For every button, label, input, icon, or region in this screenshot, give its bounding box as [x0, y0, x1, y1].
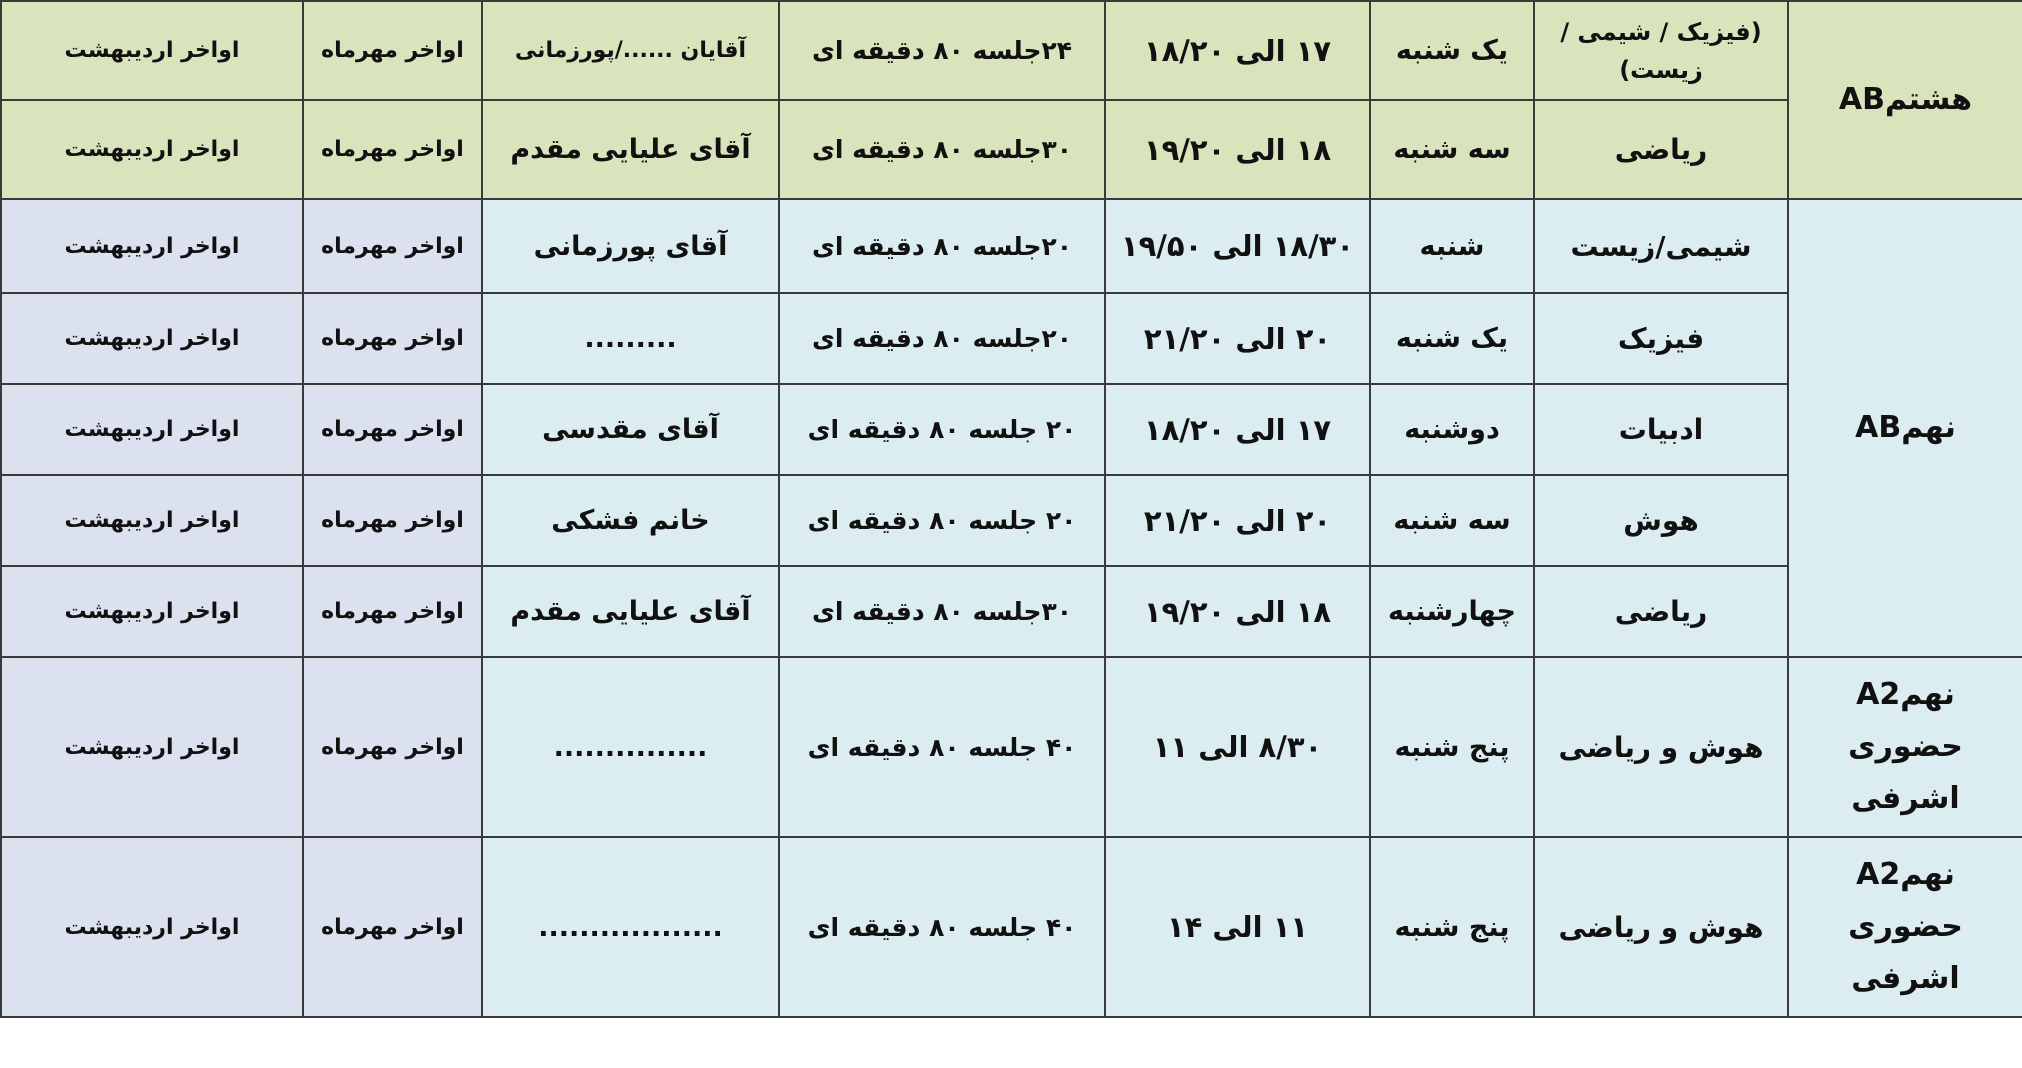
subject-cell: هوش — [1534, 475, 1788, 566]
group-name-cell: نهمA2 حضوری اشرفی — [1788, 837, 2022, 1017]
start-date-cell: اواخر مهرماه — [303, 199, 482, 293]
group-name-cell: نهمAB — [1788, 199, 2022, 657]
end-date-cell: اواخر اردیبهشت — [1, 1, 303, 100]
subject-cell: هوش و ریاضی — [1534, 657, 1788, 837]
teacher-cell: ............... — [482, 657, 779, 837]
teacher-cell: خانم فشکی — [482, 475, 779, 566]
teacher-cell: آقای پورزمانی — [482, 199, 779, 293]
sessions-cell: ۴۰ جلسه ۸۰ دقیقه ای — [779, 837, 1105, 1017]
time-cell: ۱۸/۳۰ الی ۱۹/۵۰ — [1105, 199, 1370, 293]
teacher-cell: .................. — [482, 837, 779, 1017]
teacher-cell: آقایان ....../پورزمانی — [482, 1, 779, 100]
start-date-cell: اواخر مهرماه — [303, 566, 482, 657]
day-cell: دوشنبه — [1370, 384, 1534, 475]
end-date-cell: اواخر اردیبهشت — [1, 657, 303, 837]
end-date-cell: اواخر اردیبهشت — [1, 837, 303, 1017]
time-cell: ۱۸ الی ۱۹/۲۰ — [1105, 100, 1370, 199]
day-cell: یک شنبه — [1370, 1, 1534, 100]
time-cell: ۸/۳۰ الی ۱۱ — [1105, 657, 1370, 837]
end-date-cell: اواخر اردیبهشت — [1, 384, 303, 475]
sessions-cell: ۲۰جلسه ۸۰ دقیقه ای — [779, 199, 1105, 293]
subject-cell: ریاضی — [1534, 100, 1788, 199]
group-name-cell: نهمA2 حضوری اشرفی — [1788, 657, 2022, 837]
sessions-cell: ۲۰ جلسه ۸۰ دقیقه ای — [779, 384, 1105, 475]
table-row — [1, 566, 2022, 657]
sessions-cell: ۲۴جلسه ۸۰ دقیقه ای — [779, 1, 1105, 100]
time-cell: ۱۱ الی ۱۴ — [1105, 837, 1370, 1017]
start-date-cell: اواخر مهرماه — [303, 657, 482, 837]
table-row — [1, 199, 2022, 293]
start-date-cell: اواخر مهرماه — [303, 837, 482, 1017]
table-row — [1, 1, 2022, 100]
table-row — [1, 384, 2022, 475]
sessions-cell: ۲۰ جلسه ۸۰ دقیقه ای — [779, 475, 1105, 566]
teacher-cell: آقای علیایی مقدم — [482, 100, 779, 199]
sessions-cell: ۴۰ جلسه ۸۰ دقیقه ای — [779, 657, 1105, 837]
subject-cell: شیمی/زیست — [1534, 199, 1788, 293]
day-cell: سه شنبه — [1370, 475, 1534, 566]
sessions-cell: ۲۰جلسه ۸۰ دقیقه ای — [779, 293, 1105, 384]
start-date-cell: اواخر مهرماه — [303, 293, 482, 384]
sessions-cell: ۳۰جلسه ۸۰ دقیقه ای — [779, 100, 1105, 199]
subject-cell: ریاضی — [1534, 566, 1788, 657]
day-cell: چهارشنبه — [1370, 566, 1534, 657]
start-date-cell: اواخر مهرماه — [303, 475, 482, 566]
end-date-cell: اواخر اردیبهشت — [1, 199, 303, 293]
day-cell: پنج شنبه — [1370, 657, 1534, 837]
sessions-cell: ۳۰جلسه ۸۰ دقیقه ای — [779, 566, 1105, 657]
teacher-cell: آقای مقدسی — [482, 384, 779, 475]
day-cell: سه شنبه — [1370, 100, 1534, 199]
end-date-cell: اواخر اردیبهشت — [1, 293, 303, 384]
table-row — [1, 293, 2022, 384]
teacher-cell: ......... — [482, 293, 779, 384]
time-cell: ۲۰ الی ۲۱/۲۰ — [1105, 293, 1370, 384]
group-name-cell: هشتمAB — [1788, 1, 2022, 199]
subject-cell: ادبیات — [1534, 384, 1788, 475]
start-date-cell: اواخر مهرماه — [303, 100, 482, 199]
table-row — [1, 100, 2022, 199]
subject-cell: فیزیک — [1534, 293, 1788, 384]
teacher-cell: آقای علیایی مقدم — [482, 566, 779, 657]
table-row — [1, 657, 2022, 837]
time-cell: ۱۷ الی ۱۸/۲۰ — [1105, 1, 1370, 100]
subject-cell: (فیزیک / شیمی / زیست) — [1534, 1, 1788, 100]
start-date-cell: اواخر مهرماه — [303, 384, 482, 475]
start-date-cell: اواخر مهرماه — [303, 1, 482, 100]
time-cell: ۱۸ الی ۱۹/۲۰ — [1105, 566, 1370, 657]
day-cell: یک شنبه — [1370, 293, 1534, 384]
day-cell: شنبه — [1370, 199, 1534, 293]
table-row — [1, 837, 2022, 1017]
day-cell: پنج شنبه — [1370, 837, 1534, 1017]
end-date-cell: اواخر اردیبهشت — [1, 100, 303, 199]
end-date-cell: اواخر اردیبهشت — [1, 566, 303, 657]
time-cell: ۱۷ الی ۱۸/۲۰ — [1105, 384, 1370, 475]
end-date-cell: اواخر اردیبهشت — [1, 475, 303, 566]
subject-cell: هوش و ریاضی — [1534, 837, 1788, 1017]
time-cell: ۲۰ الی ۲۱/۲۰ — [1105, 475, 1370, 566]
table-row — [1, 475, 2022, 566]
